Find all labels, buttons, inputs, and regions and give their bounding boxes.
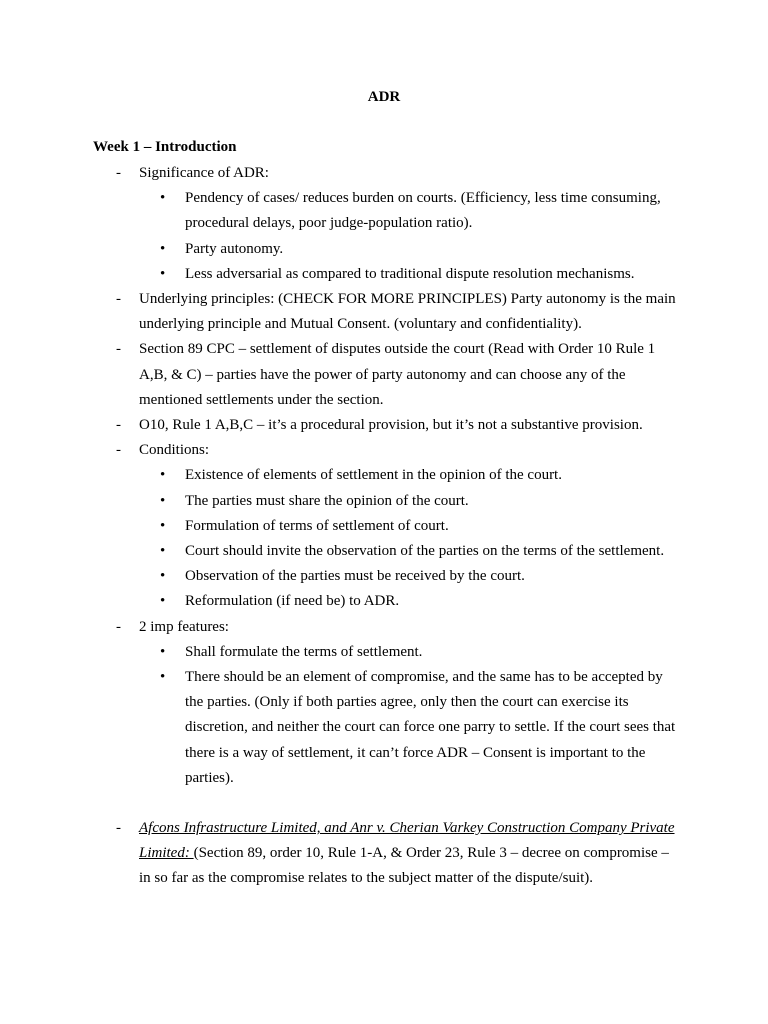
document-title: ADR bbox=[367, 89, 401, 105]
principles-item: - Underlying principles: (CHECK FOR MORE PRINCIPLES) Party autonomy is the main underlying principle and Mutual Consent. (voluntary and confidentiality). bbox=[139, 287, 679, 337]
significance-bullets bbox=[0, 186, 768, 236]
bullet-item: • Reformulation (if need be) to ADR. bbox=[185, 589, 679, 614]
conditions-item bbox=[139, 438, 679, 463]
case-description: (Section 89, order 10, Rule 1-A, & Order 23, Rule 3 – decree on compromise – in so far as the compromise relates to the subject matter of the dispute/suit). bbox=[139, 845, 669, 887]
bullet-item: • Less adversarial as compared to traditional dispute resolution mechanisms. bbox=[185, 262, 679, 287]
case-item bbox=[139, 816, 679, 892]
features-item bbox=[139, 615, 679, 640]
bullet-item: • Formulation of terms of settlement of court. bbox=[185, 514, 679, 539]
bullet-item: • - Pendency of cases/ reduces burden on courts. (Efficiency, less time consuming, procedural delays, poor judge-population ratio). bbox=[185, 186, 679, 236]
paragraph-gap bbox=[0, 791, 768, 816]
bullet-wrapper bbox=[0, 186, 768, 236]
bullet-item: • The parties must share the opinion of the court. bbox=[185, 489, 679, 514]
bullet-item: • There should be an element of compromise, and the same has to be accepted by the parties. (Only if both parties agree, only then the court can exercise its discretion, and neither the court can force one parry to settle. If the court sees that there is a way of settlement, it can’t force ADR – Consent is important to the parties). bbox=[185, 665, 679, 791]
bullet-item: • Existence of elements of settlement in the opinion of the court. bbox=[185, 463, 679, 488]
bullet-item: • Observation of the parties must be received by the court. bbox=[185, 564, 679, 589]
week-heading: Week 1 – Introduction bbox=[93, 139, 237, 155]
conditions-label: Conditions: bbox=[139, 442, 210, 459]
case-name: Afcons Infrastructure Limited, and Anr v. Cherian Varkey Construction Company Private Limited: bbox=[139, 820, 675, 862]
order10-item: - O10, Rule 1 A,B,C – it’s a procedural provision, but it’s not a substantive provision. bbox=[139, 413, 679, 438]
section89-item: - Section 89 CPC – settlement of disputes outside the court (Read with Order 10 Rule 1 A,B, & C) – parties have the power of party autonomy and can choose any of the mentioned settlements under the section. bbox=[139, 337, 679, 413]
bullet-item: • Court should invite the observation of the parties on the terms of the settlement. bbox=[185, 539, 679, 564]
notes-content bbox=[0, 161, 768, 892]
significance-label: Significance of ADR: bbox=[139, 165, 269, 181]
significance-item bbox=[139, 161, 679, 186]
bullet-item: • Shall formulate the terms of settlement. bbox=[185, 640, 679, 665]
bullet-item: • Party autonomy. bbox=[185, 237, 679, 262]
features-label: 2 imp features: bbox=[139, 618, 229, 635]
